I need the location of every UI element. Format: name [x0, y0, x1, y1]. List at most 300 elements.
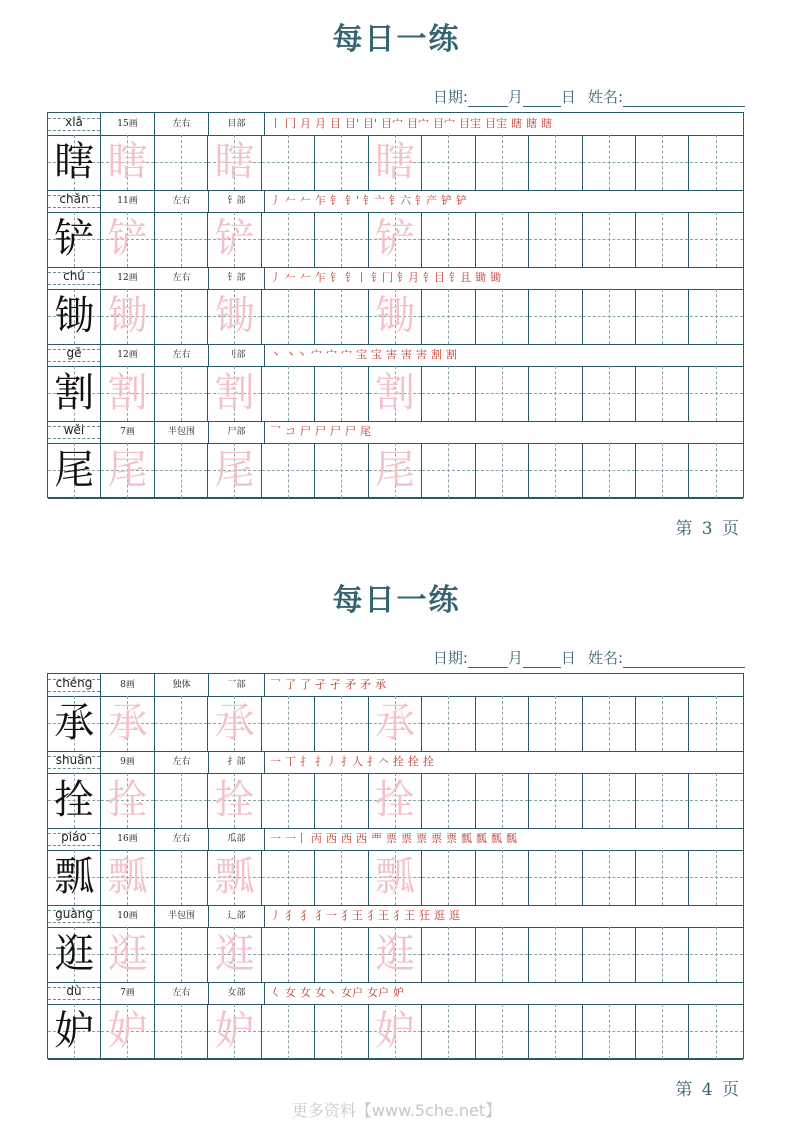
writing-square[interactable]	[48, 366, 101, 421]
writing-square[interactable]	[262, 443, 315, 498]
writing-square[interactable]	[101, 927, 154, 982]
writing-square[interactable]	[262, 135, 315, 190]
writing-square[interactable]	[529, 212, 582, 267]
writing-square[interactable]	[262, 696, 315, 751]
writing-square[interactable]	[690, 443, 743, 498]
name-blank[interactable]	[623, 652, 745, 668]
stroke-step: 瞎	[526, 117, 538, 130]
date-name-line	[433, 86, 745, 107]
writing-square[interactable]	[262, 366, 315, 421]
writing-square[interactable]	[583, 927, 636, 982]
writing-square[interactable]	[636, 1004, 689, 1059]
guide-line-vertical	[448, 212, 449, 267]
writing-square[interactable]	[476, 773, 529, 828]
writing-square[interactable]	[208, 443, 261, 498]
writing-square[interactable]	[208, 1004, 261, 1059]
stroke-step: 目'	[345, 117, 360, 130]
writing-square[interactable]	[583, 366, 636, 421]
guide-line-vertical	[341, 366, 342, 421]
writing-square[interactable]	[476, 366, 529, 421]
stroke-step: 割	[431, 348, 442, 361]
writing-square[interactable]	[155, 443, 208, 498]
writing-square[interactable]	[315, 289, 368, 344]
stroke-step: 了	[285, 678, 296, 691]
writing-square[interactable]	[315, 443, 368, 498]
writing-square[interactable]	[690, 366, 743, 421]
info-row	[48, 905, 743, 928]
writing-square[interactable]	[422, 773, 475, 828]
writing-square[interactable]	[315, 696, 368, 751]
guide-line-vertical	[662, 850, 663, 905]
writing-square[interactable]	[690, 696, 743, 751]
model-character: 割	[54, 370, 95, 416]
stroke-count: 7画	[101, 421, 155, 443]
guide-line-vertical	[502, 366, 503, 421]
writing-square[interactable]	[48, 927, 101, 982]
writing-square[interactable]	[155, 212, 208, 267]
model-character: 锄	[54, 293, 95, 339]
guide-line-vertical	[341, 212, 342, 267]
structure-label: 左右	[155, 751, 209, 773]
writing-square[interactable]	[369, 289, 422, 344]
stroke-count: 9画	[101, 751, 155, 773]
stroke-step: 目	[330, 117, 341, 130]
stroke-step: 瞎	[511, 117, 523, 130]
writing-square[interactable]	[529, 289, 582, 344]
character-row	[48, 289, 743, 345]
stroke-step: 铲	[441, 194, 453, 207]
guide-line-vertical	[181, 1004, 182, 1059]
character-row	[48, 1004, 743, 1060]
trace-character: 尾	[374, 447, 415, 493]
info-row	[48, 982, 743, 1005]
info-row	[48, 674, 743, 697]
writing-square[interactable]	[262, 773, 315, 828]
writing-square[interactable]	[262, 927, 315, 982]
writing-square[interactable]	[636, 696, 689, 751]
writing-square[interactable]	[48, 135, 101, 190]
stroke-step: 犭王	[341, 909, 363, 922]
guide-line-vertical	[448, 1004, 449, 1059]
writing-square[interactable]	[583, 696, 636, 751]
writing-square[interactable]	[636, 443, 689, 498]
radical-label: 女部	[209, 982, 265, 1004]
guide-line-vertical	[448, 850, 449, 905]
writing-square[interactable]	[422, 366, 475, 421]
writing-square[interactable]	[422, 443, 475, 498]
writing-square[interactable]	[262, 212, 315, 267]
writing-square[interactable]	[636, 212, 689, 267]
writing-square[interactable]	[476, 135, 529, 190]
info-row	[48, 190, 743, 213]
day-blank[interactable]	[523, 91, 561, 107]
writing-square[interactable]	[315, 135, 368, 190]
guide-line-vertical	[181, 289, 182, 344]
writing-square[interactable]	[208, 696, 261, 751]
writing-square[interactable]	[262, 1004, 315, 1059]
practice-grid	[47, 112, 744, 498]
stroke-count: 12画	[101, 344, 155, 366]
writing-square[interactable]	[101, 212, 154, 267]
stroke-step: 尾	[360, 425, 371, 438]
stroke-count: 16画	[101, 828, 155, 850]
radical-label: 扌部	[209, 751, 265, 773]
month-blank[interactable]	[468, 91, 508, 107]
stroke-step: 目宀	[381, 117, 404, 130]
writing-square[interactable]	[369, 212, 422, 267]
stroke-order	[266, 344, 461, 366]
stroke-step: 一	[270, 832, 281, 845]
writing-square[interactable]	[583, 135, 636, 190]
writing-square[interactable]	[155, 366, 208, 421]
writing-square[interactable]	[422, 135, 475, 190]
guide-line-vertical	[341, 1004, 342, 1059]
writing-square[interactable]	[529, 850, 582, 905]
writing-square[interactable]	[48, 443, 101, 498]
writing-square[interactable]	[690, 773, 743, 828]
pinyin-text: dù	[66, 984, 82, 998]
guide-line-vertical	[448, 773, 449, 828]
writing-square[interactable]	[583, 443, 636, 498]
stroke-order	[266, 421, 375, 443]
info-row	[48, 751, 743, 774]
info-row	[48, 113, 743, 136]
writing-square[interactable]	[422, 1004, 475, 1059]
month-label: 月	[507, 88, 523, 106]
stroke-step: 钅月	[397, 271, 419, 284]
trace-character: 承	[374, 700, 415, 746]
writing-square[interactable]	[101, 1004, 154, 1059]
writing-square[interactable]	[155, 773, 208, 828]
stroke-step: 割	[446, 348, 457, 361]
trace-character: 瞎	[214, 139, 255, 185]
stroke-step: 尸	[345, 425, 356, 438]
character-row	[48, 773, 743, 829]
writing-square[interactable]	[208, 850, 261, 905]
stroke-step: 西	[341, 832, 352, 845]
stroke-step: 扌人	[341, 755, 363, 768]
guide-line-vertical	[555, 212, 556, 267]
date-name-line	[433, 647, 745, 668]
pinyin-cell	[48, 828, 101, 850]
writing-square[interactable]	[529, 1004, 582, 1059]
writing-square[interactable]	[636, 366, 689, 421]
guide-line-vertical	[555, 773, 556, 828]
writing-square[interactable]	[369, 1004, 422, 1059]
guide-line-vertical	[502, 212, 503, 267]
writing-square[interactable]	[101, 135, 154, 190]
writing-square[interactable]	[422, 289, 475, 344]
writing-square[interactable]	[476, 289, 529, 344]
guide-line-vertical	[288, 443, 289, 498]
writing-square[interactable]	[101, 443, 154, 498]
character-row	[48, 366, 743, 422]
writing-square[interactable]	[476, 212, 529, 267]
writing-square[interactable]	[369, 927, 422, 982]
stroke-step: 宝	[371, 348, 382, 361]
name-blank[interactable]	[623, 91, 745, 107]
writing-square[interactable]	[262, 850, 315, 905]
guide-line-vertical	[448, 696, 449, 751]
writing-square[interactable]	[690, 927, 743, 982]
writing-square[interactable]	[583, 289, 636, 344]
model-character: 铲	[54, 216, 95, 262]
writing-square[interactable]	[529, 135, 582, 190]
guide-line-vertical	[502, 850, 503, 905]
stroke-order	[266, 674, 390, 696]
writing-square[interactable]	[529, 696, 582, 751]
guide-line-vertical	[609, 212, 610, 267]
day-blank[interactable]	[523, 652, 561, 668]
writing-square[interactable]	[155, 696, 208, 751]
writing-square[interactable]	[529, 366, 582, 421]
guide-line-vertical	[288, 212, 289, 267]
character-row	[48, 696, 743, 752]
writing-square[interactable]	[369, 773, 422, 828]
writing-square[interactable]	[208, 773, 261, 828]
day-label: 日	[560, 88, 576, 106]
writing-square[interactable]	[101, 850, 154, 905]
writing-square[interactable]	[315, 927, 368, 982]
character-row	[48, 135, 743, 191]
writing-square[interactable]	[48, 850, 101, 905]
stroke-step: 𡿨	[270, 986, 281, 999]
guide-line-vertical	[181, 366, 182, 421]
guide-line-vertical	[609, 443, 610, 498]
pinyin-text: guàng	[55, 907, 93, 921]
guide-line-vertical	[662, 212, 663, 267]
writing-square[interactable]	[155, 927, 208, 982]
stroke-step: 西	[326, 832, 337, 845]
structure-label: 独体	[155, 674, 209, 696]
stroke-step: 孑	[315, 678, 326, 691]
guide-line-vertical	[716, 850, 717, 905]
stroke-step: 𠂉	[300, 194, 311, 207]
guide-line-vertical	[181, 696, 182, 751]
writing-square[interactable]	[529, 927, 582, 982]
guide-line-vertical	[181, 927, 182, 982]
guide-line-vertical	[502, 289, 503, 344]
trace-character: 铲	[107, 216, 148, 262]
writing-square[interactable]	[369, 135, 422, 190]
writing-square[interactable]	[155, 135, 208, 190]
writing-square[interactable]	[529, 773, 582, 828]
stroke-step: 钅且	[449, 271, 471, 284]
stroke-step: 扌	[300, 755, 311, 768]
guide-line-vertical	[341, 135, 342, 190]
writing-square[interactable]	[369, 696, 422, 751]
writing-square[interactable]	[476, 927, 529, 982]
info-row	[48, 828, 743, 851]
stroke-step: 票	[401, 832, 412, 845]
stroke-step: 月	[300, 117, 311, 130]
guide-line-vertical	[716, 212, 717, 267]
writing-square[interactable]	[208, 289, 261, 344]
stroke-step: 钅产	[415, 194, 438, 207]
writing-square[interactable]	[101, 366, 154, 421]
writing-square[interactable]	[529, 443, 582, 498]
stroke-step: 乛	[270, 425, 281, 438]
trace-character: 拴	[374, 777, 415, 823]
guide-line-vertical	[609, 773, 610, 828]
stroke-step: 票	[446, 832, 457, 845]
trace-character: 尾	[107, 447, 148, 493]
guide-line-vertical	[555, 443, 556, 498]
stroke-step: 尸	[300, 425, 311, 438]
guide-line-vertical	[341, 927, 342, 982]
writing-square[interactable]	[690, 1004, 743, 1059]
writing-square[interactable]	[315, 850, 368, 905]
structure-label: 左右	[155, 113, 209, 135]
stroke-step: 铲	[456, 194, 468, 207]
writing-square[interactable]	[315, 773, 368, 828]
name-label: 姓名:	[587, 88, 623, 106]
writing-square[interactable]	[101, 289, 154, 344]
structure-label: 半包围	[155, 421, 209, 443]
writing-square[interactable]	[315, 212, 368, 267]
writing-square[interactable]	[476, 1004, 529, 1059]
writing-square[interactable]	[48, 773, 101, 828]
character-row	[48, 850, 743, 906]
pinyin-text: shuān	[55, 753, 93, 767]
guide-line-vertical	[448, 927, 449, 982]
writing-square[interactable]	[48, 289, 101, 344]
pinyin-cell	[48, 421, 101, 443]
guide-line-vertical	[341, 773, 342, 828]
writing-square[interactable]	[690, 850, 743, 905]
writing-square[interactable]	[101, 773, 154, 828]
writing-square[interactable]	[636, 773, 689, 828]
writing-square[interactable]	[583, 773, 636, 828]
writing-square[interactable]	[690, 135, 743, 190]
guide-line-vertical	[662, 366, 663, 421]
writing-square[interactable]	[583, 1004, 636, 1059]
month-blank[interactable]	[468, 652, 508, 668]
stroke-step: 一	[270, 755, 281, 768]
guide-line-vertical	[502, 696, 503, 751]
character-row	[48, 443, 743, 499]
writing-square[interactable]	[101, 696, 154, 751]
writing-square[interactable]	[155, 850, 208, 905]
writing-square[interactable]	[476, 850, 529, 905]
stroke-count: 10画	[101, 905, 155, 927]
stroke-step: 犭王	[367, 909, 389, 922]
writing-square[interactable]	[583, 212, 636, 267]
radical-label: 乛部	[209, 674, 265, 696]
pinyin-cell	[48, 190, 101, 212]
stroke-step: 目宔	[485, 117, 508, 130]
writing-square[interactable]	[583, 850, 636, 905]
writing-square[interactable]	[476, 696, 529, 751]
model-character: 瓢	[54, 854, 95, 900]
pinyin-cell	[48, 905, 101, 927]
trace-character: 逛	[214, 931, 255, 977]
stroke-step: 狂	[419, 909, 430, 922]
guide-line-vertical	[662, 289, 663, 344]
guide-line-vertical	[609, 289, 610, 344]
pinyin-text: wěi	[63, 423, 85, 437]
guide-line-vertical	[341, 289, 342, 344]
writing-square[interactable]	[315, 366, 368, 421]
stroke-step: 犭	[300, 909, 311, 922]
writing-square[interactable]	[422, 927, 475, 982]
trace-character: 拴	[107, 777, 148, 823]
trace-character: 承	[214, 700, 255, 746]
writing-square[interactable]	[208, 135, 261, 190]
writing-square[interactable]	[636, 927, 689, 982]
writing-square[interactable]	[155, 1004, 208, 1059]
guide-line-vertical	[288, 289, 289, 344]
writing-square[interactable]	[208, 212, 261, 267]
guide-line-vertical	[716, 443, 717, 498]
writing-square[interactable]	[422, 696, 475, 751]
writing-square[interactable]	[208, 927, 261, 982]
stroke-step: 丙	[311, 832, 322, 845]
guide-line-vertical	[716, 366, 717, 421]
worksheet-page	[0, 561, 793, 1116]
writing-square[interactable]	[48, 1004, 101, 1059]
writing-square[interactable]	[208, 366, 261, 421]
trace-character: 瞎	[374, 139, 415, 185]
writing-square[interactable]	[369, 443, 422, 498]
model-character: 承	[54, 700, 95, 746]
guide-line-vertical	[555, 135, 556, 190]
model-character: 拴	[54, 777, 95, 823]
stroke-step: 女丶	[315, 986, 337, 999]
writing-square[interactable]	[369, 850, 422, 905]
stroke-order	[266, 190, 471, 212]
writing-square[interactable]	[155, 289, 208, 344]
structure-label: 左右	[155, 344, 209, 366]
stroke-step: コ	[285, 425, 296, 438]
guide-line-vertical	[609, 1004, 610, 1059]
stroke-step: 目宀	[407, 117, 430, 130]
writing-square[interactable]	[690, 212, 743, 267]
writing-square[interactable]	[369, 366, 422, 421]
info-row	[48, 267, 743, 290]
trace-character: 逛	[374, 931, 415, 977]
stroke-step: 犭一	[315, 909, 337, 922]
stroke-step: 宝	[356, 348, 367, 361]
stroke-order	[266, 113, 556, 135]
guide-line-vertical	[448, 135, 449, 190]
writing-square[interactable]	[476, 443, 529, 498]
writing-square[interactable]	[636, 289, 689, 344]
stroke-count: 11画	[101, 190, 155, 212]
writing-square[interactable]	[690, 289, 743, 344]
writing-square[interactable]	[48, 696, 101, 751]
character-row	[48, 927, 743, 983]
trace-character: 瓢	[214, 854, 255, 900]
writing-square[interactable]	[636, 850, 689, 905]
writing-square[interactable]	[262, 289, 315, 344]
guide-line-vertical	[181, 850, 182, 905]
writing-square[interactable]	[48, 212, 101, 267]
trace-character: 铲	[214, 216, 255, 262]
stroke-step: 女	[285, 986, 296, 999]
trace-character: 瞎	[107, 139, 148, 185]
pinyin-cell	[48, 344, 101, 366]
writing-square[interactable]	[422, 212, 475, 267]
guide-line-vertical	[341, 850, 342, 905]
structure-label: 半包围	[155, 905, 209, 927]
stroke-step: 宀	[326, 348, 337, 361]
guide-line-vertical	[288, 773, 289, 828]
writing-square[interactable]	[315, 1004, 368, 1059]
writing-square[interactable]	[636, 135, 689, 190]
writing-square[interactable]	[422, 850, 475, 905]
stroke-step: 覀	[371, 832, 382, 845]
